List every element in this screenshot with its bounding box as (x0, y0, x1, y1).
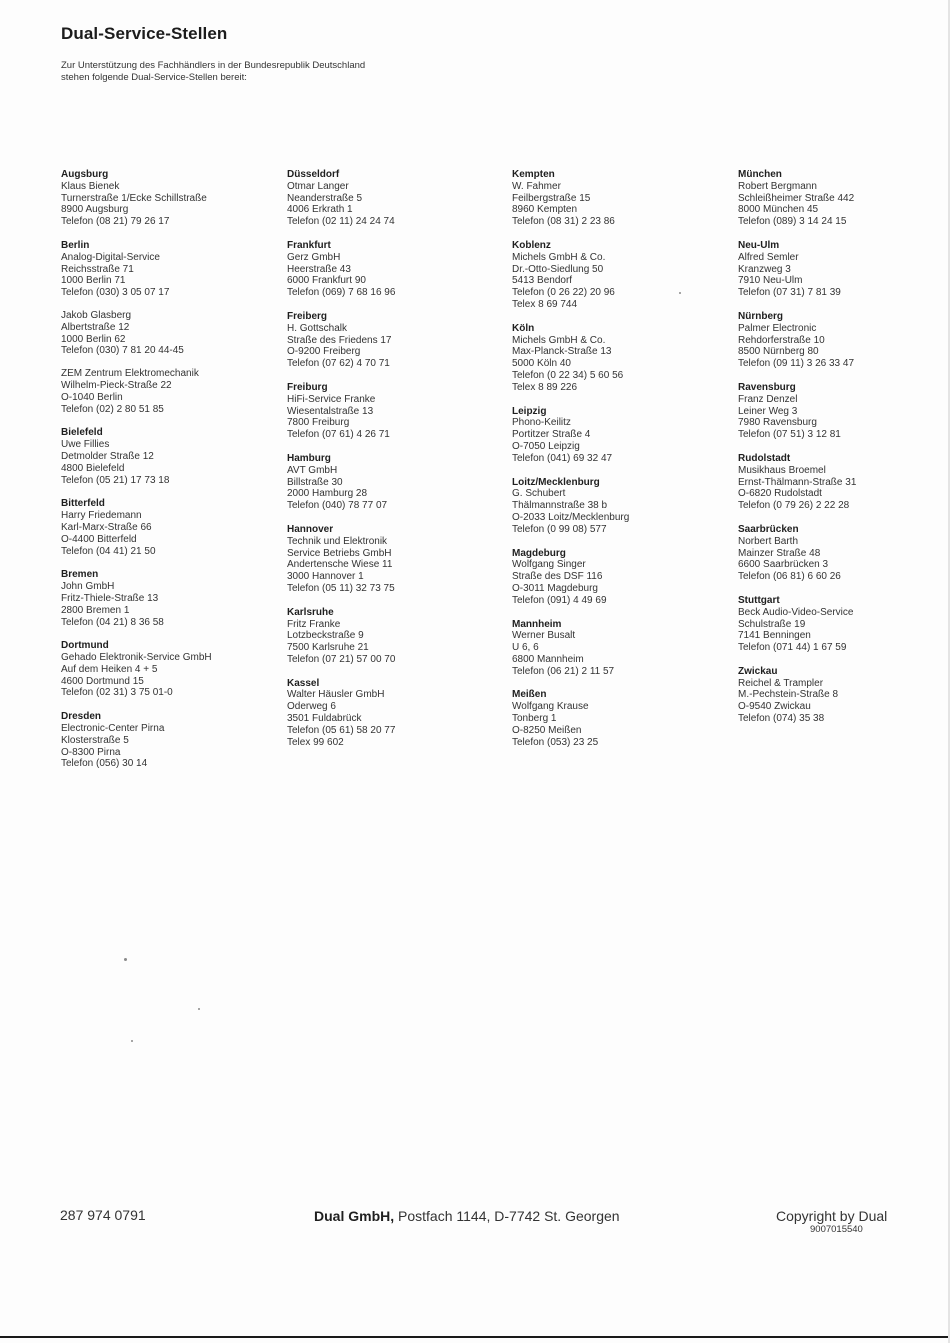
entry-city: Karlsruhe (287, 606, 334, 618)
entry-line: 3000 Hannover 1 (287, 571, 364, 583)
service-entry (512, 406, 717, 465)
entry-line: Franz Denzel (738, 393, 798, 405)
service-entry (287, 607, 492, 666)
entry-line: Telefon (09 11) 3 26 33 47 (738, 358, 855, 370)
entry-line: HiFi-Service Franke (287, 393, 376, 405)
service-entry (512, 689, 717, 748)
service-entry (512, 240, 717, 311)
entry-line: Mainzer Straße 48 (738, 547, 821, 559)
entry-line: Norbert Barth (738, 535, 799, 547)
entry-line: Straße des Friedens 17 (287, 334, 392, 346)
entry-line: Rehdorferstraße 10 (738, 334, 825, 346)
entry-city: Freiberg (287, 310, 328, 322)
entry-line: Wiesentalstraße 13 (287, 405, 374, 417)
service-entry (738, 524, 943, 583)
entry-line: Harry Friedemann (61, 510, 142, 522)
entry-line: U 6, 6 (512, 642, 539, 654)
scan-speck (679, 292, 681, 294)
entry-line: O-7050 Leipzig (512, 440, 580, 452)
entry-city: Frankfurt (287, 239, 331, 251)
entry-line: 2000 Hamburg 28 (287, 488, 368, 500)
entry-line: Michels GmbH & Co. (512, 334, 606, 346)
entry-line: Alfred Semler (738, 251, 799, 263)
entry-line: O-1040 Berlin (61, 391, 123, 403)
entry-line: 7500 Karlsruhe 21 (287, 642, 369, 654)
service-entry (61, 169, 266, 228)
service-entry (287, 382, 492, 441)
entry-line: AVT GmbH (287, 464, 338, 476)
service-entry (287, 453, 492, 512)
service-entry (738, 666, 943, 725)
entry-line: Telefon (089) 3 14 24 15 (738, 216, 847, 228)
entry-city: Meißen (512, 689, 547, 701)
entry-line: Leiner Weg 3 (738, 405, 798, 417)
entry-line: Werner Busalt (512, 630, 576, 642)
entry-line: 5000 Köln 40 (512, 358, 571, 370)
service-entry (738, 453, 943, 512)
entry-city: Kempten (512, 169, 555, 180)
entry-line: Max-Planck-Straße 13 (512, 346, 612, 358)
entry-line: Uwe Fillies (61, 439, 110, 451)
entry-line: Telefon (056) 30 14 (61, 758, 148, 770)
entry-city: Stuttgart (738, 594, 780, 606)
entry-line: Telefon (071 44) 1 67 59 (738, 642, 847, 654)
entry-line: H. Gottschalk (287, 322, 348, 334)
entry-line: O-9540 Zwickau (738, 701, 811, 713)
entry-line: Telefon (07 61) 4 26 71 (287, 429, 390, 441)
entry-city: Nürnberg (738, 310, 783, 322)
entry-line: Klaus Bienek (61, 180, 120, 192)
entry-line: 6000 Frankfurt 90 (287, 275, 366, 287)
entry-line: Straße des DSF 116 (512, 571, 603, 583)
entry-line: 1000 Berlin 71 (61, 275, 126, 287)
entry-line: Auf dem Heiken 4 + 5 (61, 663, 158, 675)
entry-line: 4600 Dortmund 15 (61, 675, 144, 687)
service-column-4 (738, 169, 943, 737)
entry-line: O-2033 Loitz/Mecklenburg (512, 511, 630, 523)
service-entry (287, 524, 492, 595)
entry-line: Ernst-Thälmann-Straße 31 (738, 476, 857, 488)
entry-line: Telefon (0 79 26) 2 22 28 (738, 500, 850, 512)
service-entry (287, 311, 492, 370)
entry-spacer (61, 357, 266, 368)
entry-line: Telefon (053) 23 25 (512, 736, 599, 748)
entry-line: Telefon (05 61) 58 20 77 (287, 724, 396, 736)
service-column-2 (287, 169, 492, 760)
entry-line: Tonberg 1 (512, 713, 557, 725)
entry-line: Telefon (041) 69 32 47 (512, 452, 613, 464)
entry-line: Telefon (074) 35 38 (738, 713, 825, 725)
part-number: 287 974 0791 (60, 1207, 146, 1223)
entry-city: Magdeburg (512, 547, 566, 559)
entry-line: 7980 Ravensburg (738, 417, 817, 429)
entry-line: O-8300 Pirna (61, 746, 121, 758)
entry-city: Freiburg (287, 381, 328, 393)
entry-line: Turnerstraße 1/Ecke Schillstraße (61, 192, 207, 204)
entry-line: Telefon (06 21) 2 11 57 (512, 665, 615, 677)
entry-line: Telefon (04 41) 21 50 (61, 545, 156, 557)
entry-line: Schleißheimer Straße 442 (738, 192, 855, 204)
entry-line: Detmolder Straße 12 (61, 450, 154, 462)
service-entry (738, 595, 943, 654)
entry-line: 4006 Erkrath 1 (287, 204, 353, 216)
entry-line: W. Fahmer (512, 180, 561, 192)
entry-line: 8500 Nürnberg 80 (738, 346, 819, 358)
entry-city: Kassel (287, 677, 320, 689)
entry-city: München (738, 169, 782, 180)
entry-line: Telefon (07 21) 57 00 70 (287, 653, 396, 665)
entry-line: Lotzbeckstraße 9 (287, 630, 364, 642)
entry-line: Michels GmbH & Co. (512, 251, 606, 263)
entry-line: Gerz GmbH (287, 251, 341, 263)
entry-city: Rudolstadt (738, 452, 791, 464)
entry-line: Telefon (069) 7 68 16 96 (287, 287, 396, 299)
service-column-1 (61, 169, 266, 782)
entry-line: 7910 Neu-Ulm (738, 275, 803, 287)
entry-city: Mannheim (512, 618, 562, 630)
entry-line: M.-Pechstein-Straße 8 (738, 689, 839, 701)
entry-line: Gehado Elektronik-Service GmbH (61, 652, 212, 664)
entry-line: O-3011 Magdeburg (512, 582, 598, 594)
entry-city: Dresden (61, 711, 102, 723)
scan-speck (131, 1040, 133, 1042)
entry-line: Telex 8 69 744 (512, 298, 578, 310)
entry-line: Dr.-Otto-Siedlung 50 (512, 263, 604, 275)
entry-line: 6600 Saarbrücken 3 (738, 559, 829, 571)
entry-line: Klosterstraße 5 (61, 734, 129, 746)
service-entry (738, 240, 943, 299)
entry-line: Telex 99 602 (287, 736, 344, 748)
service-entry (512, 323, 717, 394)
entry-line: Fritz Franke (287, 618, 341, 630)
entry-line: Telefon (02) 2 80 51 85 (61, 403, 164, 415)
entry-line: Kranzweg 3 (738, 263, 791, 275)
entry-line: Feilbergstraße 15 (512, 192, 591, 204)
entry-line: 8900 Augsburg (61, 204, 129, 216)
entry-city: Düsseldorf (287, 169, 340, 180)
entry-line: Wolfgang Singer (512, 559, 586, 571)
service-entry (61, 711, 266, 770)
service-entry (512, 477, 717, 536)
bottom-rule (0, 1336, 950, 1338)
entry-line: Heerstraße 43 (287, 263, 351, 275)
entry-line: Portitzer Straße 4 (512, 429, 591, 441)
entry-city: Augsburg (61, 169, 109, 180)
entry-line: Reichsstraße 71 (61, 263, 134, 275)
entry-line: Musikhaus Broemel (738, 464, 826, 476)
entry-line: Telefon (07 62) 4 70 71 (287, 358, 390, 370)
entry-line: Telefon (07 51) 3 12 81 (738, 429, 841, 441)
entry-line: 2800 Bremen 1 (61, 604, 130, 616)
service-entry (512, 619, 717, 678)
entry-line: Telefon (04 21) 8 36 58 (61, 616, 164, 628)
entry-city: Köln (512, 322, 535, 334)
service-column-3 (512, 169, 717, 760)
entry-line: Telefon (07 31) 7 81 39 (738, 287, 841, 299)
entry-line: Oderweg 6 (287, 701, 336, 713)
entry-line: Telefon (030) 7 81 20 44-45 (61, 345, 184, 357)
entry-line: Thälmannstraße 38 b (512, 500, 608, 512)
entry-line: O-8250 Meißen (512, 724, 582, 736)
intro-line: Zur Unterstützung des Fachhändlers in der Bundesrepublik Deutschland (61, 60, 366, 71)
entry-line: Wilhelm-Pieck-Straße 22 (61, 379, 172, 391)
company-name: Dual GmbH, (314, 1208, 395, 1224)
entry-line: Robert Bergmann (738, 180, 817, 192)
entry-line: 8000 München 45 (738, 204, 819, 216)
scan-speck (198, 1008, 200, 1010)
company-address (314, 1208, 620, 1224)
entry-line: Telefon (02 11) 24 24 74 (287, 216, 395, 228)
service-entry (61, 569, 266, 628)
entry-line: ZEM Zentrum Elektromechanik (61, 368, 199, 380)
entry-line: Wolfgang Krause (512, 701, 589, 713)
service-entry (287, 240, 492, 299)
entry-line: Jakob Glasberg (61, 309, 132, 321)
entry-line: 6800 Mannheim (512, 653, 584, 665)
intro-line: stehen folgende Dual-Service-Stellen bereit: (61, 72, 247, 83)
entry-line: Albertstraße 12 (61, 321, 130, 333)
entry-line: Telex 8 89 226 (512, 381, 578, 393)
entry-line: Phono-Keilitz (512, 417, 571, 429)
entry-line: 7800 Freiburg (287, 417, 350, 429)
entry-line: Fritz-Thiele-Straße 13 (61, 592, 159, 604)
entry-line: Telefon (05 11) 32 73 75 (287, 582, 395, 594)
document-code: 9007015540 (810, 1224, 863, 1235)
entry-city: Berlin (61, 239, 90, 251)
entry-line: Telefon (0 26 22) 20 96 (512, 287, 615, 299)
service-entry (61, 240, 266, 415)
entry-line: 7141 Benningen (738, 630, 811, 642)
entry-line: Telefon (0 99 08) 577 (512, 523, 607, 535)
entry-city: Bitterfeld (61, 498, 105, 510)
entry-city: Loitz/Mecklenburg (512, 476, 600, 488)
entry-line: Telefon (08 21) 79 26 17 (61, 216, 170, 228)
entry-line: Telefon (06 81) 6 60 26 (738, 571, 841, 583)
entry-line: Electronic-Center Pirna (61, 723, 165, 735)
entry-line: Schulstraße 19 (738, 618, 806, 630)
service-entry (61, 640, 266, 699)
entry-line: Andertensche Wiese 11 (287, 559, 393, 571)
service-entry (738, 382, 943, 441)
entry-line: Telefon (030) 3 05 07 17 (61, 287, 170, 299)
entry-line: O-6820 Rudolstadt (738, 488, 822, 500)
entry-city: Dortmund (61, 640, 109, 652)
entry-line: John GmbH (61, 581, 115, 593)
entry-line: Telefon (08 31) 2 23 86 (512, 216, 615, 228)
entry-line: O-4400 Bitterfeld (61, 533, 137, 545)
service-entry (512, 548, 717, 607)
entry-line: G. Schubert (512, 488, 566, 500)
service-entry (287, 678, 492, 749)
entry-line: Billstraße 30 (287, 476, 343, 488)
entry-line: Palmer Electronic (738, 322, 817, 334)
entry-line: 8960 Kempten (512, 204, 578, 216)
entry-city: Bremen (61, 569, 99, 581)
entry-line: Telefon (05 21) 17 73 18 (61, 474, 170, 486)
copyright-notice: Copyright by Dual (776, 1208, 888, 1224)
entry-city: Leipzig (512, 405, 547, 417)
service-entry (738, 169, 943, 228)
entry-line: Telefon (0 22 34) 5 60 56 (512, 369, 624, 381)
entry-city: Zwickau (738, 665, 778, 677)
entry-line: Telefon (091) 4 49 69 (512, 594, 607, 606)
entry-line: Beck Audio-Video-Service (738, 606, 854, 618)
entry-line: Technik und Elektronik (287, 535, 388, 547)
entry-city: Neu-Ulm (738, 239, 780, 251)
entry-city: Bielefeld (61, 427, 103, 439)
entry-line: Telefon (040) 78 77 07 (287, 500, 388, 512)
service-entry (61, 498, 266, 557)
entry-city: Koblenz (512, 239, 551, 251)
entry-city: Hamburg (287, 452, 331, 464)
entry-line: Otmar Langer (287, 180, 349, 192)
service-entry (512, 169, 717, 228)
entry-city: Hannover (287, 523, 334, 535)
entry-line: 3501 Fuldabrück (287, 713, 362, 725)
entry-line: Karl-Marx-Straße 66 (61, 521, 152, 533)
entry-spacer (61, 299, 266, 310)
service-entry (738, 311, 943, 370)
entry-line: Neanderstraße 5 (287, 192, 363, 204)
scan-speck (124, 958, 127, 961)
entry-line: Service Betriebs GmbH (287, 547, 392, 559)
entry-city: Ravensburg (738, 381, 796, 393)
entry-line: O-9200 Freiberg (287, 346, 361, 358)
intro-text (61, 60, 481, 84)
entry-line: Reichel & Trampler (738, 677, 824, 689)
entry-line: Analog-Digital-Service (61, 251, 160, 263)
entry-line: Telefon (02 31) 3 75 01-0 (61, 687, 173, 699)
entry-line: 4800 Bielefeld (61, 462, 125, 474)
entry-line: 1000 Berlin 62 (61, 333, 126, 345)
entry-city: Saarbrücken (738, 523, 799, 535)
entry-line: Walter Häusler GmbH (287, 689, 385, 701)
page-title: Dual-Service-Stellen (61, 24, 228, 43)
service-entry (61, 427, 266, 486)
entry-line: 5413 Bendorf (512, 275, 573, 287)
postal-address: Postfach 1144, D-7742 St. Georgen (394, 1208, 620, 1224)
service-entry (287, 169, 492, 228)
